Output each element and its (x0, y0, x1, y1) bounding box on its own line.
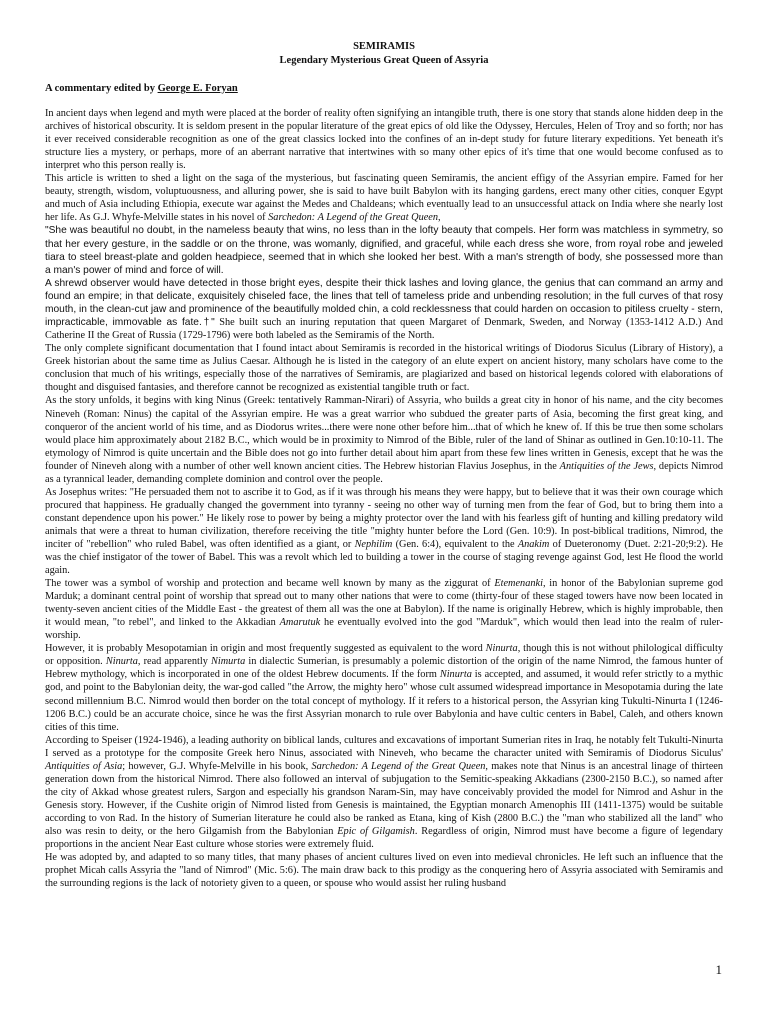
paragraph-ninus: As the story unfolds, it begins with king Ninus (Greek: tentatively Ramman-Nirari) of Assyria, who builds a great city in honor of his name, and the city becomes Nineveh (Roman: Ninus) the capital of the Assyrian empire. He was a great warrior who subdued the greater parts of Asia, becoming the first great king, and conqueror of the ancient world of his time, and as Diodorus writes...there were none other before him...that of which he knew of. If this be true then some scholars would place him approximately about 2182 B.C., which would be in proximity to Nimrod of the Bible, ruler of the land of Shinar as outlined in Gen.10:10-11. The etymology of Nimrod is quite uncertain and the Bible does not go into further detail about him apart from these few lines written in Genesis, except that he was the founder of Nineveh along with a number of other well known ancient cities. The Hebrew historian Flavius Josephus, in the Antiquities of the Jews, depicts Nimrod as a tyrannical leader, demanding complete dominion and control over the people. (45, 395, 723, 485)
paragraph-semiramis-intro: This article is written to shed a light on the saga of the mysterious, but fascinating queen Semiramis, the ancient effigy of the Assyrian empire. Famed for her beauty, strength, wisdom, voluptuousness, and alluring power, she is said to have built Babylon with its hanging gardens, erect many other cities, conquer Egypt and much of Asia including Ethiopia, execute war against the Medes and Chaldeans; which eventually lead to an unsuccessful attack on India where she nearly lost her life. As G.J. Whyfe-Melville states in his novel of Sarchedon: A Legend of the Great Queen, (45, 173, 723, 224)
page-number: 1 (715, 962, 722, 977)
byline-prefix: A commentary edited by (45, 83, 155, 94)
paragraph-legacy: He was adopted by, and adapted to so many titles, that many phases of ancient cultures lived on even into medieval chronicles. He left such an influence that the prophet Micah calls Assyria the "land of Nimrod" (Mic. 5:6). The main draw back to this prodigy as the conquering hero of Assyria associated with Semiramis and the surrounding regions is the lack of notoriety given to a queen, or spouse who would assist her ruling husband (45, 852, 723, 890)
document-title: SEMIRAMIS (353, 41, 415, 52)
paragraph-speiser: According to Speiser (1924-1946), a leading authority on biblical lands, cultures and excavations of important Sumerian rites in Iraq, he notably felt Tukulti-Ninurta I served as a prototype for the composite Greek hero Ninus, associated with Nineveh, who became the character united with Semiramis of Diodorus Siculus' Antiquities of Asia; however, G.J. Whyfe-Melville in his book, Sarchedon: A Legend of the Great Queen, makes note that Ninus is an ancestral linage of thirteen generation down from the historical Nimrod. There also followed an interval of subjugation to the Semitic-speaking Akkadians (2300-2150 B.C.), so named after the city of Akkad whose greatest rulers, Sargon and especially his grandson Naram-Sin, may have conceivably provided the model for Nimrod and Ashur in the Genesis story. However, if the Cushite origin of Nimrod listed from Genesis is maintained, the Egyptian monarch Amenophis III (1411-1375) would be suitable according to von Rad. In the history of Sumerian literature he could also be ranked as Etana, king of Kish (2800 B.C.) the "man who stabilized all the land" who also was resin to deity, or the hero Gilgamish from the Babylonian Epic of Gilgamish. Regardless of origin, Nimrod must have become a figure of legendary proportions in the ancient Near East culture whose stories were extremely fluid. (45, 734, 724, 851)
editor-name: George E. Foryan (157, 83, 238, 94)
paragraph-tower: The tower was a symbol of worship and protection and became well known by many as the ziggurat of Etemenanki, in honor of the Babylonian supreme god Marduk; a dominant central point of worship that spread out to many other nations that were to come (thirty-four of these staged towers have now been located in twenty-seven ancient cities of the Middle East - the greatest of them all was the one at Babylon). If the name is originally Hebrew, which is highly improbable, then it would mean, "to rebel", and linked to the Akkadian Amarutuk he eventually evolved into the god "Marduk", which would then lead into the realm of ruler-worship. (45, 578, 723, 642)
paragraph-diodorus: The only complete significant documentation that I found intact about Semiramis is recorded in the historical writings of Diodorus Siculus (Library of History), a Greek historian about the same time as Julius Caesar. Although he is listed in the category of an elute expert on ancient history, many scholars have come to the conclusion that much of his writings, especially those of the narratives of Semiramis, are plagiarized and based on historical legends colored with elaborations of thought and disguised fantasies, and therefore cannot be recognized as existential tangible truth or fact. (45, 343, 723, 394)
paragraph-intro: In ancient days when legend and myth were placed at the border of reality often signifying an intangible truth, there is one story that stands alone hidden deep in the archives of historical obscurity. It is seldom present in the popular literature of the great epics of old like the Odyssey, Hercules, Helen of Troy and so forth; nor has it ever received considerable recognition as one of the great classics locked into the confines of an in-dept study for future literary expeditions. Yet beneath it's structure lies a mystery, or perhaps, more of an aberrant narrative that intertwines with so many other epics of it's time that one would become confused as to interpret who this person really is. (45, 108, 723, 172)
document-subtitle: Legendary Mysterious Great Queen of Assyria (279, 54, 489, 66)
paragraph-josephus: As Josephus writes: "He persuaded them not to ascribe it to God, as if it was through his means they were happy, but to believe that it was their own courage which procured that happiness. He gradually changed the government into tyranny - seeing no other way of turning men from the fear of God, but to bring them into a constant dependence upon his power." He likely rose to power by being a mighty protector over the land with his fearless gift of hunting and killing predatory wild animals that were a threat to human civilization, therefore receiving the title "mighty hunter before the Lord (Gen. 10:9). In post-biblical traditions, Nimrod, the inciter of "rebellion" who ruled Babel, was often identified as a giant, or Nephilim (Gen. 6:4), equivalent to the Anakim of Dueteronomy (Duet. 2:21-20;9:2). He was the chief instigator of the tower of Babel. This was a revolt which led to building a tower in the course of staging revenge against God, lest He flood the world again. (45, 486, 723, 577)
quote-shrewd-observer: A shrewd observer would have detected in those bright eyes, despite their thick lashes and loving glance, the genius that can command an army and found an empire; in that delicate, exquisitely chiseled face, the lines that tell of tameless pride and unbending resolution; in the full curves of that rosy mouth, in the clean-cut jaw and prominence of the beautifully molded chin, a cold recklessness that could harden on occasion to pitiless cruelty - stern, impracticable, immovable as fate.†" (45, 277, 723, 329)
byline (45, 82, 723, 95)
paragraph-ninurta: However, it is probably Mesopotamian in origin and most frequently suggested as equivalent to the word Ninurta, though this is not without philological difficulty or opposition. Ninurta, read apparently Nimurta in dialectic Sumerian, is presumably a polemic distortion of the origin of the name Nimrod, the famous hunter of Hebrew mythology, which is incorporated in one of the oldest Hebrew documents. If the form Ninurta is accepted, and assumed, it would refer strictly to a mythic god, and point to the Babylonian deity, the war-god called "the Arrow, the mighty hero" whose cult assumed widespread importance in Mesopotamia during the late second millennium B.C. Nimrod would then border on the total concept of mythology. If it refers to a historical person, the Assyrian king Tukulti-Ninurta I (1246-1206 B.C.) could be an accurate choice, since he was the first Assyrian monarch to rule over Babylonia and have cultic centers in Babel, Caleh, and others known cities of this time. (45, 643, 723, 733)
paragraph-shrewd-observer: A shrewd observer would have detected in those bright eyes, despite their thick lashes and loving glance, the genius that can command an army and found an empire; in that delicate, exquisitely chiseled face, the lines that tell of tameless pride and unbending resolution; in the full curves of that rosy mouth, in the clean-cut jaw and prominence of the beautifully molded chin, a cold recklessness that could harden on occasion to pitiless cruelty - stern, impracticable, immovable as fate.†" She built such an inuring reputation that queen Margaret of Denmark, Sweden, and Norway (1353-1412 A.D.) And Catherine II the Great of Russia (1729-1796) were both labeled as the Semiramis of the North. (45, 277, 723, 342)
quote-beauty: "She was beautiful no doubt, in the nameless beauty that wins, no less than in the lofty beauty that compels. Her form was matchless in symmetry, so that her every gesture, in the saddle or on the throne, was womanly, dignified, and graceful, while each dress she wore, from royal robe and jeweled tiara to steel breast-plate and golden headpiece, seemed that in which she looked her best. With a man's strength of body, she possessed more than a man's power of mind and force of will. (45, 225, 723, 276)
